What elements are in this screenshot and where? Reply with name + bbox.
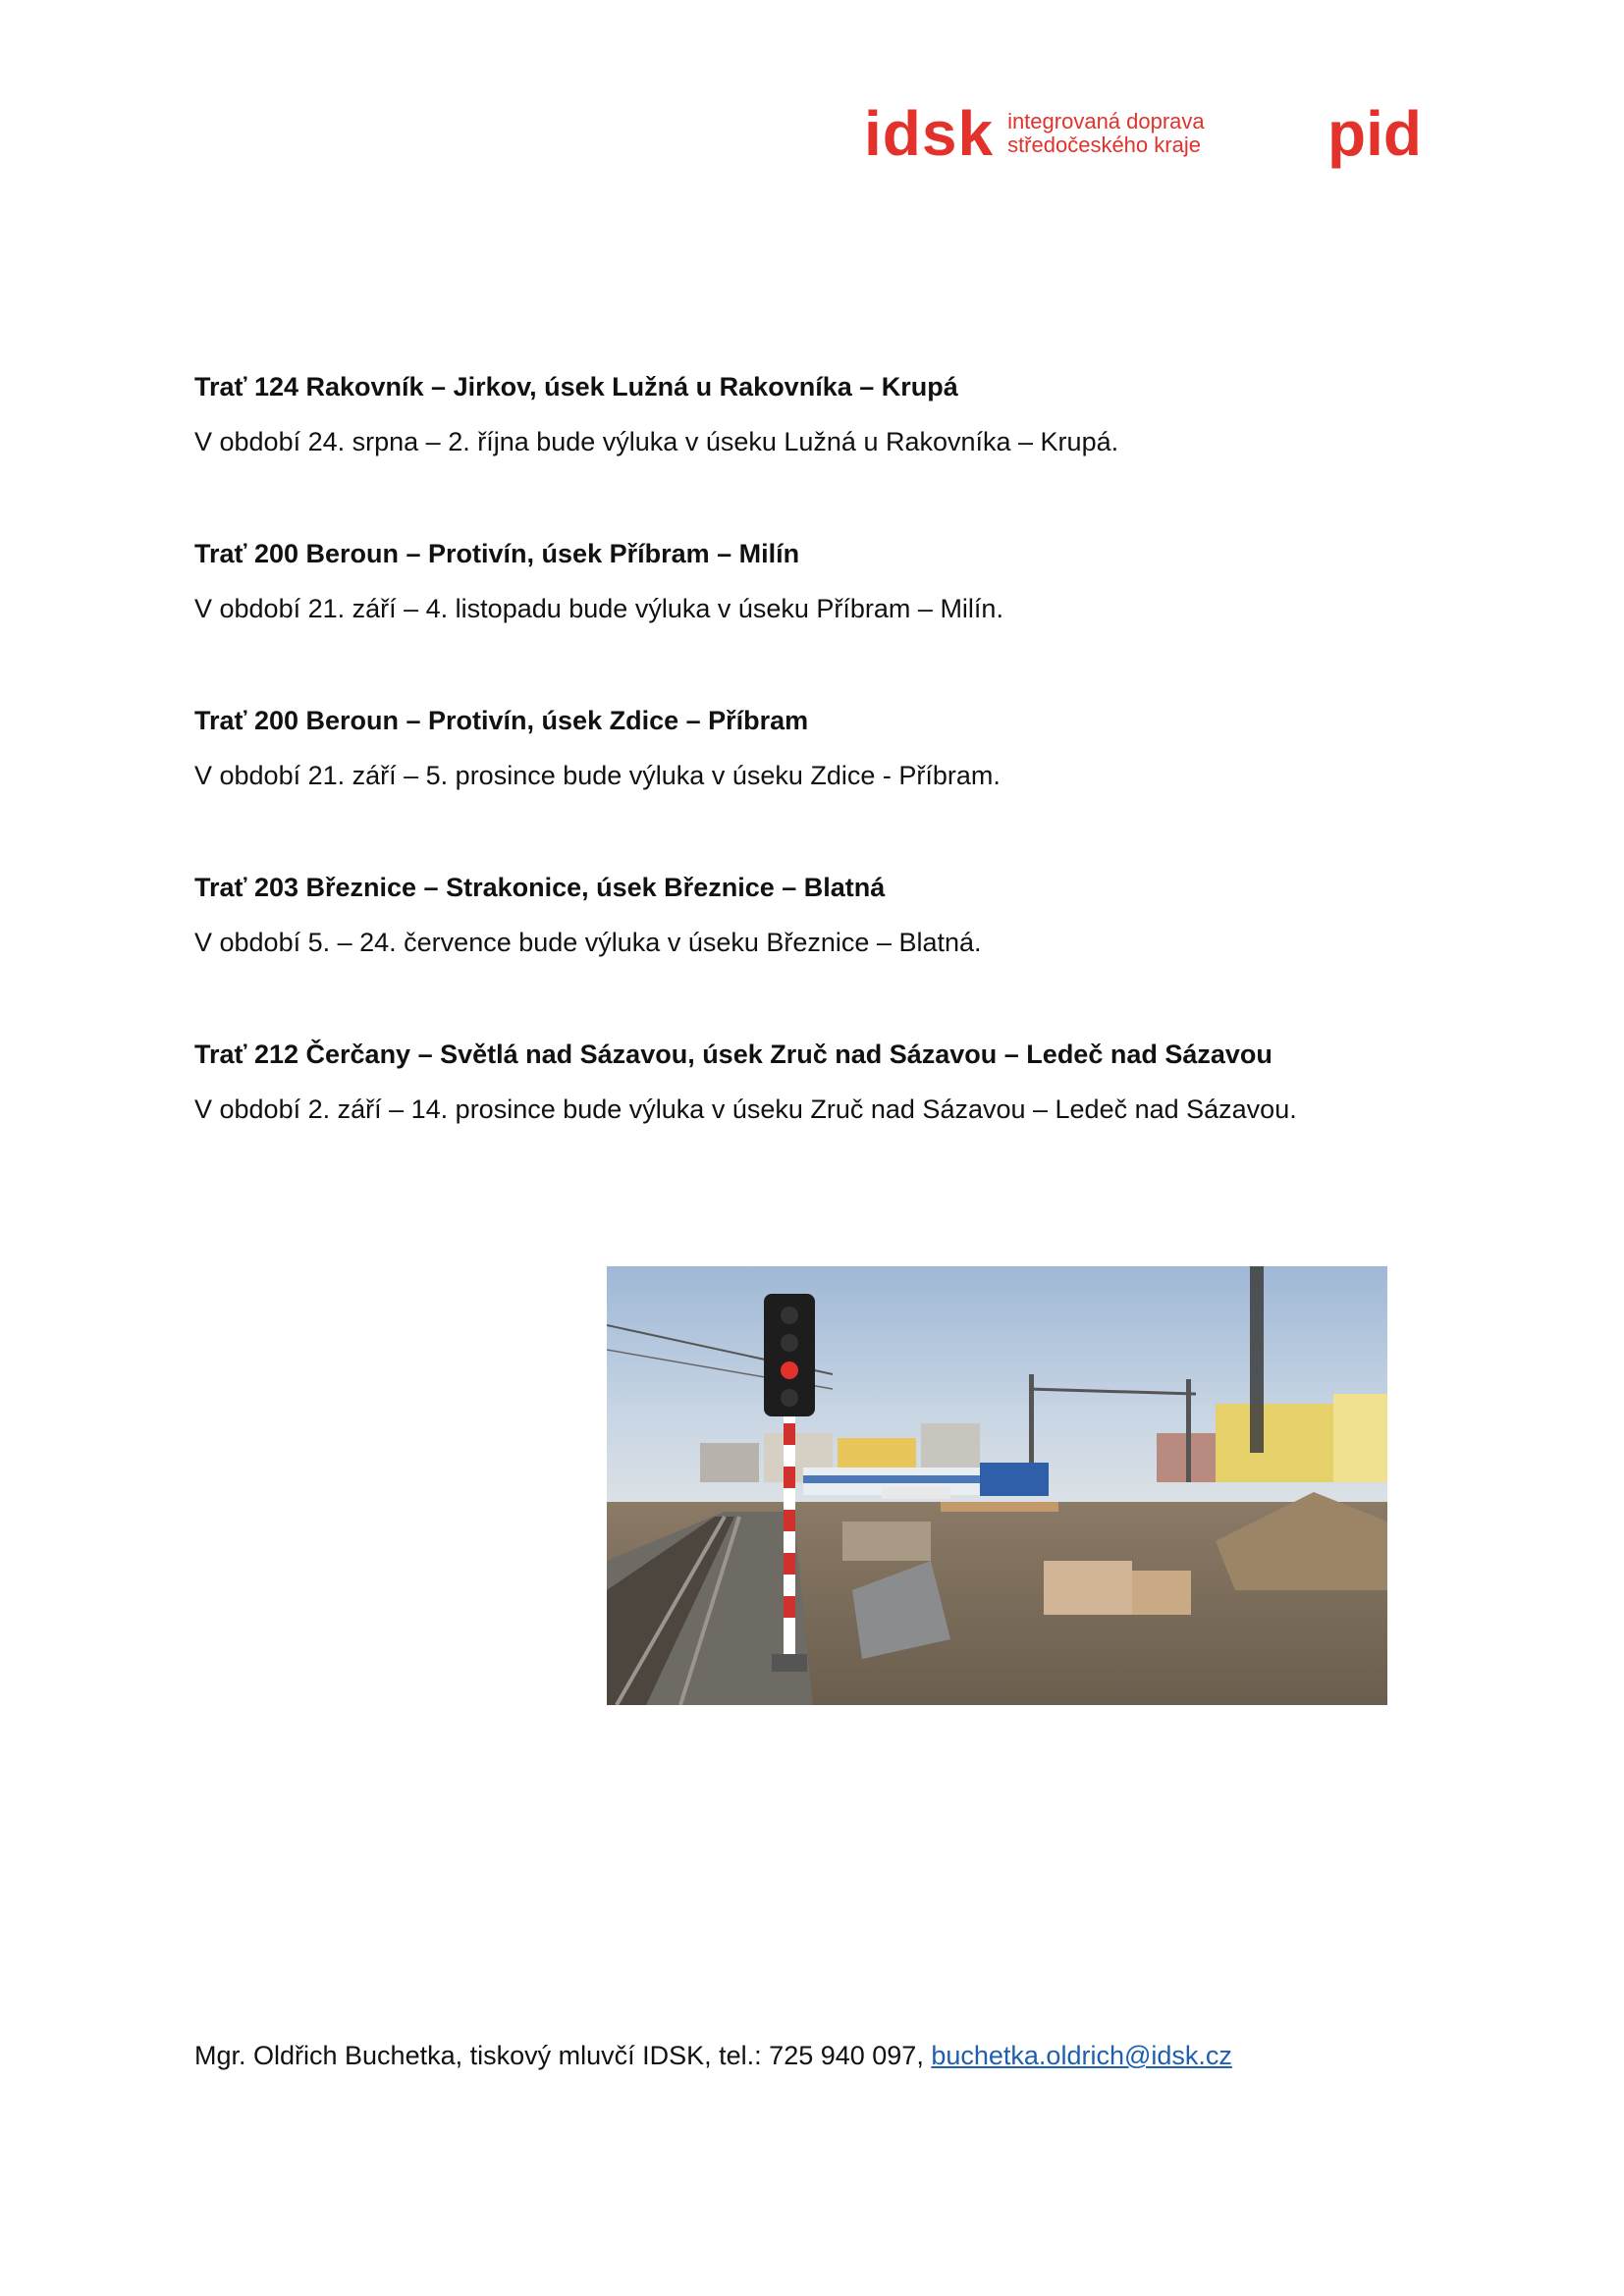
closure-description: V období 5. – 24. července bude výluka v úseku Březnice – Blatná. <box>194 928 982 957</box>
closure-description: V období 24. srpna – 2. října bude výluka v úseku Lužná u Rakovníka – Krupá. <box>194 427 1119 456</box>
closure-title: Trať 200 Beroun – Protivín, úsek Příbram – Milín <box>194 539 800 568</box>
closure-section <box>194 701 1432 868</box>
email-link[interactable]: buchetka.oldrich@idsk.cz <box>931 2041 1232 2070</box>
closure-description: V období 2. září – 14. prosince bude výluka v úseku Zruč nad Sázavou – Ledeč nad Sázavou. <box>194 1095 1297 1124</box>
document-header <box>0 98 1624 177</box>
closure-description: V období 21. září – 4. listopadu bude výluka v úseku Příbram – Milín. <box>194 594 1003 623</box>
closure-description: V období 21. září – 5. prosince bude výluka v úseku Zdice - Příbram. <box>194 761 1001 790</box>
closure-section <box>194 868 1432 1035</box>
closure-section <box>194 534 1432 701</box>
railway-construction-photo <box>607 1266 1387 1705</box>
idsk-logo-mark: idsk <box>864 98 995 169</box>
closure-section <box>194 1035 1432 1201</box>
contact-footer <box>194 2036 1232 2075</box>
closure-title: Trať 203 Březnice – Strakonice, úsek Březnice – Blatná <box>194 873 886 902</box>
closures-list <box>194 367 1432 1201</box>
idsk-logo-tagline-line-1: integrovaná doprava <box>1007 109 1205 133</box>
idsk-logo-tagline <box>1007 110 1205 157</box>
contact-text: Mgr. Oldřich Buchetka, tiskový mluvčí IDSK, tel.: 725 940 097, <box>194 2041 932 2070</box>
closure-title: Trať 212 Čerčany – Světlá nad Sázavou, úsek Zruč nad Sázavou – Ledeč nad Sázavou <box>194 1040 1272 1069</box>
closure-title: Trať 124 Rakovník – Jirkov, úsek Lužná u Rakovníka – Krupá <box>194 372 958 401</box>
closure-title: Trať 200 Beroun – Protivín, úsek Zdice – Příbram <box>194 706 809 735</box>
closure-section <box>194 367 1432 534</box>
pid-logo: pid <box>1327 98 1422 169</box>
idsk-logo-tagline-line-2: středočeského kraje <box>1007 133 1201 157</box>
idsk-logo <box>864 98 1205 169</box>
